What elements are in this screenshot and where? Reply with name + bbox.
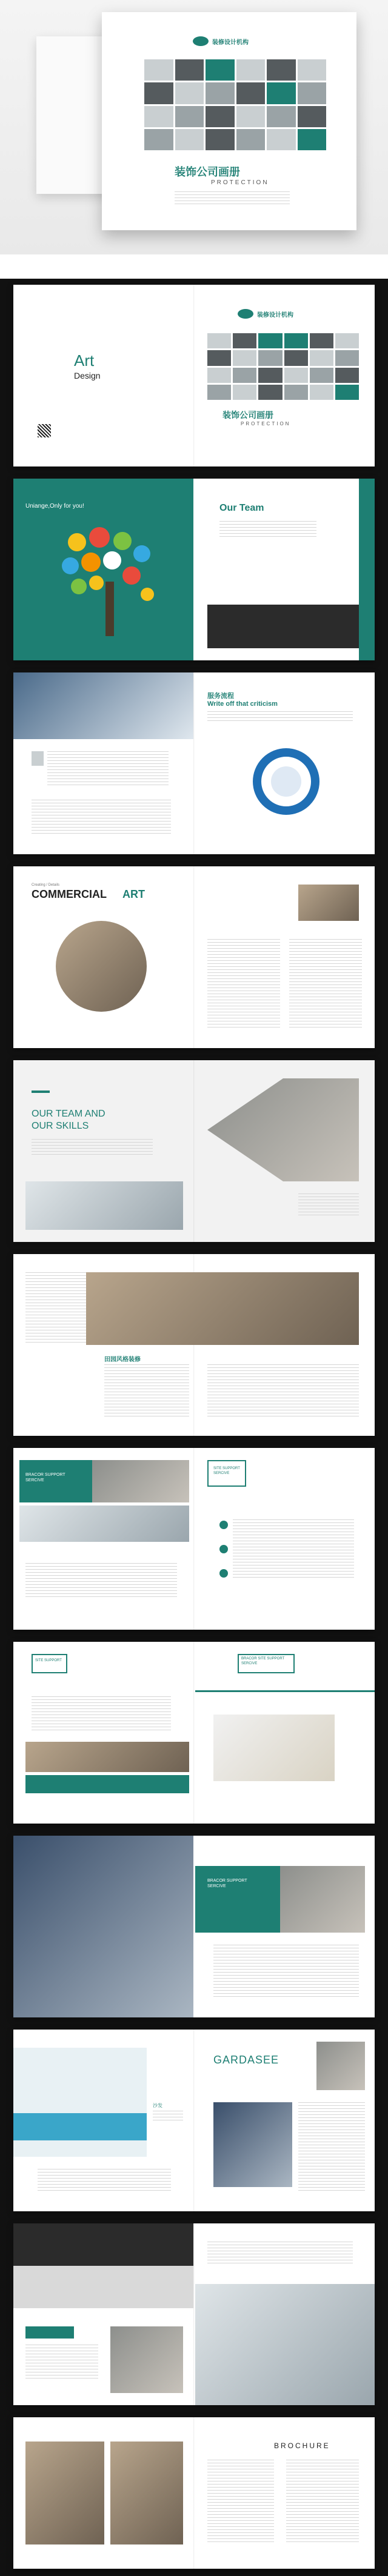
spread-brochure <box>13 2417 375 2569</box>
dropcap <box>32 751 44 766</box>
skills-text <box>32 1139 153 1157</box>
team-photo <box>207 576 359 648</box>
teal-side-strip <box>359 479 375 660</box>
logo-icon <box>193 36 209 46</box>
colorful-tree-illustration <box>62 527 159 636</box>
creating-label: Creating / Details <box>32 883 60 887</box>
brochure-col1 <box>207 2460 274 2544</box>
qr-code-icon <box>38 424 51 437</box>
cover-photo-grid <box>144 59 326 150</box>
living-text <box>213 1945 359 1999</box>
process-text <box>207 711 353 723</box>
support-box: BRACOR SUPPORT SERCIVE <box>207 1879 247 1888</box>
art-word-2: ART <box>122 888 145 900</box>
dark-dining-photo <box>110 2442 183 2544</box>
dark-living-photo <box>25 2442 104 2544</box>
living-room-photo <box>86 1272 359 1345</box>
brochure-label: BROCHURE <box>274 2442 330 2450</box>
blue-living-room-photo <box>13 1836 193 2017</box>
brochure-col2 <box>286 2460 359 2544</box>
support-text <box>25 1563 177 1599</box>
sofa-text <box>153 2111 183 2123</box>
support-box-1: BRACOR SUPPORT SERCIVE <box>25 1473 65 1482</box>
team-text <box>219 521 316 539</box>
gardasee-text <box>298 2102 365 2193</box>
service-list-text <box>233 1519 354 1580</box>
skills-line: OUR SKILLS <box>32 1121 89 1131</box>
site-support-label: SITE SUPPORT <box>35 1659 62 1662</box>
spread-cover-flat <box>13 285 375 466</box>
process-hub <box>271 766 301 797</box>
teal-band <box>25 1775 189 1793</box>
style-text-2 <box>207 1364 359 1419</box>
drafting-tools-photo <box>213 1715 335 1781</box>
slogan: Uniange,Only for you! <box>25 503 84 510</box>
accent-bar <box>32 1090 50 1093</box>
sofa-photo <box>13 2048 147 2157</box>
service-icon <box>219 1545 228 1553</box>
logo-icon <box>238 309 253 319</box>
detail-photo <box>298 885 359 921</box>
cover-logo <box>193 36 249 46</box>
cover-title: 装饰公司画册 <box>175 166 240 179</box>
spread1-title: 装饰公司画册 <box>222 411 273 420</box>
support-text <box>32 1696 171 1733</box>
teal-rule <box>195 1690 375 1692</box>
cover-body-text <box>175 191 290 205</box>
style-text-1 <box>104 1364 189 1419</box>
spread1-logo <box>238 309 293 319</box>
right-text <box>207 2242 353 2266</box>
team-and-line: OUR TEAM AND <box>32 1109 105 1119</box>
cover-mockup <box>0 0 388 254</box>
spread-gardasee <box>13 2030 375 2211</box>
spread1-logo-text: 装修设计机构 <box>257 311 293 319</box>
design-word: Design <box>74 371 101 380</box>
intro-text <box>47 751 169 788</box>
spread-team-skills <box>13 1060 375 1242</box>
interior-photo-stack <box>213 2102 292 2187</box>
gardasee-title: GARDASEE <box>213 2054 279 2066</box>
cover-front <box>102 12 356 230</box>
spread-bedroom <box>13 2223 375 2405</box>
support-box-2: SITE SUPPORT SERCIVE <box>213 1467 240 1475</box>
article-col1 <box>207 939 280 1030</box>
spread1-subtitle: PROTECTION <box>241 421 291 427</box>
left-text <box>25 1272 86 1345</box>
spread-process <box>13 672 375 854</box>
service-icon <box>219 1569 228 1578</box>
service-icon <box>219 1521 228 1529</box>
people-photo <box>316 2042 365 2090</box>
commercial-word: COMMERCIAL <box>32 888 107 900</box>
teal-box <box>195 1866 280 1933</box>
teal-tag <box>25 2326 74 2339</box>
process-heading: 服务流程 <box>207 692 234 700</box>
process-subheading: Write off that criticism <box>207 700 278 708</box>
bedroom-photo <box>13 2223 193 2308</box>
spread-rustic-style <box>13 1254 375 1436</box>
white-lounge-photo <box>195 2284 375 2405</box>
cover-subtitle: PROTECTION <box>211 179 269 186</box>
article-col2 <box>289 939 362 1030</box>
bracor-label: BRACOR SITE SUPPORT SERCIVE <box>241 1657 285 1665</box>
cover-logo-text: 装修设计机构 <box>212 39 249 46</box>
collage-caption <box>298 1193 359 1218</box>
art-word: Art <box>74 351 95 370</box>
corridor-photo <box>25 1742 189 1772</box>
sofa-caption <box>38 2169 171 2193</box>
sofa-label: 沙发 <box>153 2103 162 2108</box>
portrait-photo <box>110 2326 183 2393</box>
spread-living-room <box>13 1836 375 2017</box>
triangle-photo-collage <box>207 1078 359 1181</box>
wide-room-photo <box>19 1505 189 1542</box>
spread-support-2 <box>13 1642 375 1824</box>
designer-photo <box>280 1866 365 1933</box>
our-team-heading: Our Team <box>219 503 264 513</box>
spread-team <box>13 479 375 660</box>
worker-photo <box>56 921 147 1012</box>
style-heading: 田园风格装修 <box>104 1356 141 1363</box>
site-support-frame <box>32 1654 67 1673</box>
detail-text <box>32 800 171 836</box>
spread-support-1 <box>13 1448 375 1630</box>
dining-photo <box>92 1460 189 1502</box>
spread-commercial-art <box>13 866 375 1048</box>
bedroom-text <box>25 2345 98 2381</box>
office-photo <box>13 672 193 739</box>
spread1-photo-grid <box>207 333 359 400</box>
room-thumbs <box>25 1181 183 1230</box>
